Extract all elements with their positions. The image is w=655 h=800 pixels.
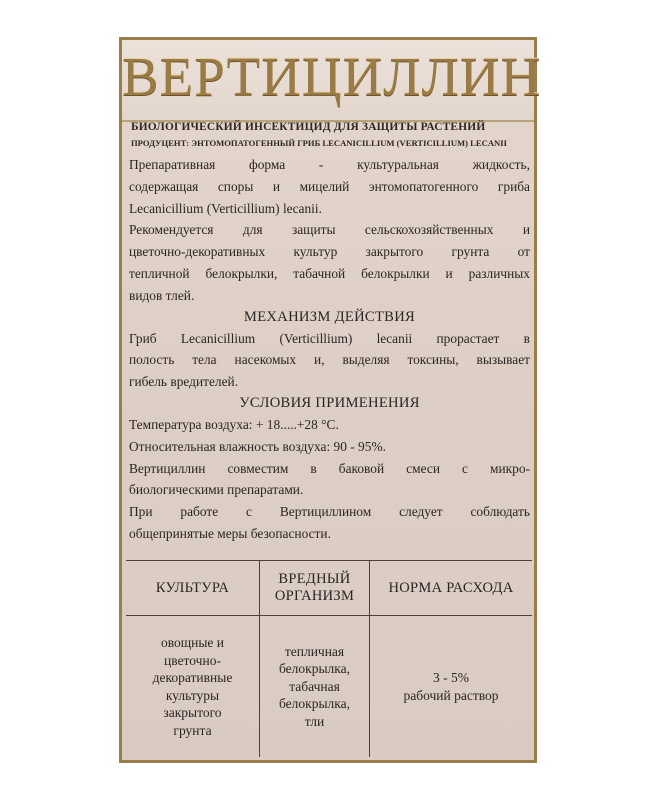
mechanism-line: Гриб Lecanicillium (Verticillium) lecanii прорастает в bbox=[129, 330, 530, 346]
temperature-line: Температура воздуха: + 18.....+28 °С. bbox=[129, 416, 339, 432]
pest-line: тепличная bbox=[284, 643, 345, 659]
mechanism-heading: МЕХАНИЗМ ДЕЙСТВИЯ bbox=[243, 308, 416, 325]
compat-line: Вертициллин совместим в баковой смеси с микро- bbox=[129, 460, 530, 476]
pest-line: табачная bbox=[289, 678, 340, 694]
rate-line: 3 - 5% bbox=[433, 670, 469, 685]
pest-cell bbox=[260, 616, 369, 757]
recommend-line: тепличной белокрылки, табачной белокрылки и различных bbox=[129, 265, 530, 281]
pest-line: белокрылка, bbox=[278, 696, 350, 712]
culture-line: грунта bbox=[173, 722, 212, 738]
culture-line: овощные и bbox=[160, 635, 225, 650]
product-label bbox=[119, 37, 542, 763]
header-rate-label: НОРМА РАСХОДА bbox=[388, 579, 514, 596]
form-line: Препаративная форма - культуральная жидкость, bbox=[129, 157, 530, 172]
pest-line: тли bbox=[304, 713, 325, 729]
form-line: содержащая споры и мицелий энтомопатогенного гриба bbox=[129, 178, 530, 194]
culture-line: цветочно- bbox=[164, 652, 221, 668]
header-culture-label: КУЛЬТУРА bbox=[155, 579, 230, 596]
header-culture bbox=[126, 561, 259, 615]
title-band bbox=[122, 40, 542, 122]
rate-cell bbox=[370, 616, 532, 757]
culture-line: декоративные bbox=[152, 670, 233, 685]
header-pest-line: ВРЕДНЫЙ bbox=[278, 571, 351, 587]
header-pest bbox=[260, 561, 369, 615]
form-line: Lecanicillium (Verticillium) lecanii. bbox=[129, 200, 322, 216]
recommend-line: Рекомендуется для защиты сельскохозяйственных и bbox=[129, 222, 530, 238]
recommend-line: цветочно-декоративных культур закрытого грунта от bbox=[129, 244, 530, 260]
safety-line: При работе с Вертициллином следует соблюдать bbox=[129, 504, 530, 520]
mechanism-line: гибель вредителей. bbox=[129, 374, 239, 390]
header-pest-line: ОРГАНИЗМ bbox=[274, 588, 355, 604]
label-body bbox=[129, 154, 530, 545]
product-title: ВЕРТИЦИЛЛИН bbox=[122, 46, 542, 107]
producer-line: ПРОДУЦЕНТ: ЭНТОМОПАТОГЕННЫЙ ГРИБ LECANICILLIUM (VERTICILLIUM) LECANII bbox=[131, 138, 507, 148]
conditions-heading: УСЛОВИЯ ПРИМЕНЕНИЯ bbox=[239, 394, 420, 411]
pest-line: белокрылка, bbox=[278, 661, 350, 677]
safety-line: общепринятые меры безопасности. bbox=[129, 525, 331, 541]
culture-cell bbox=[126, 616, 259, 757]
humidity-line: Относительная влажность воздуха: 90 - 95%. bbox=[129, 438, 386, 454]
culture-line: закрытого bbox=[163, 705, 222, 720]
product-subtitle: БИОЛОГИЧЕСКИЙ ИНСЕКТИЦИД ДЛЯ ЗАЩИТЫ РАСТЕНИЙ bbox=[131, 121, 486, 133]
mechanism-line: полость тела насекомых и, выделяя токсины, вызывает bbox=[129, 352, 530, 368]
compat-line: биологическими препаратами. bbox=[129, 482, 304, 498]
header-rate bbox=[370, 561, 532, 615]
dosage-table bbox=[126, 560, 532, 757]
culture-line: культуры bbox=[165, 687, 220, 703]
recommend-line: видов тлей. bbox=[129, 287, 195, 303]
rate-line: рабочий раствор bbox=[403, 687, 499, 703]
